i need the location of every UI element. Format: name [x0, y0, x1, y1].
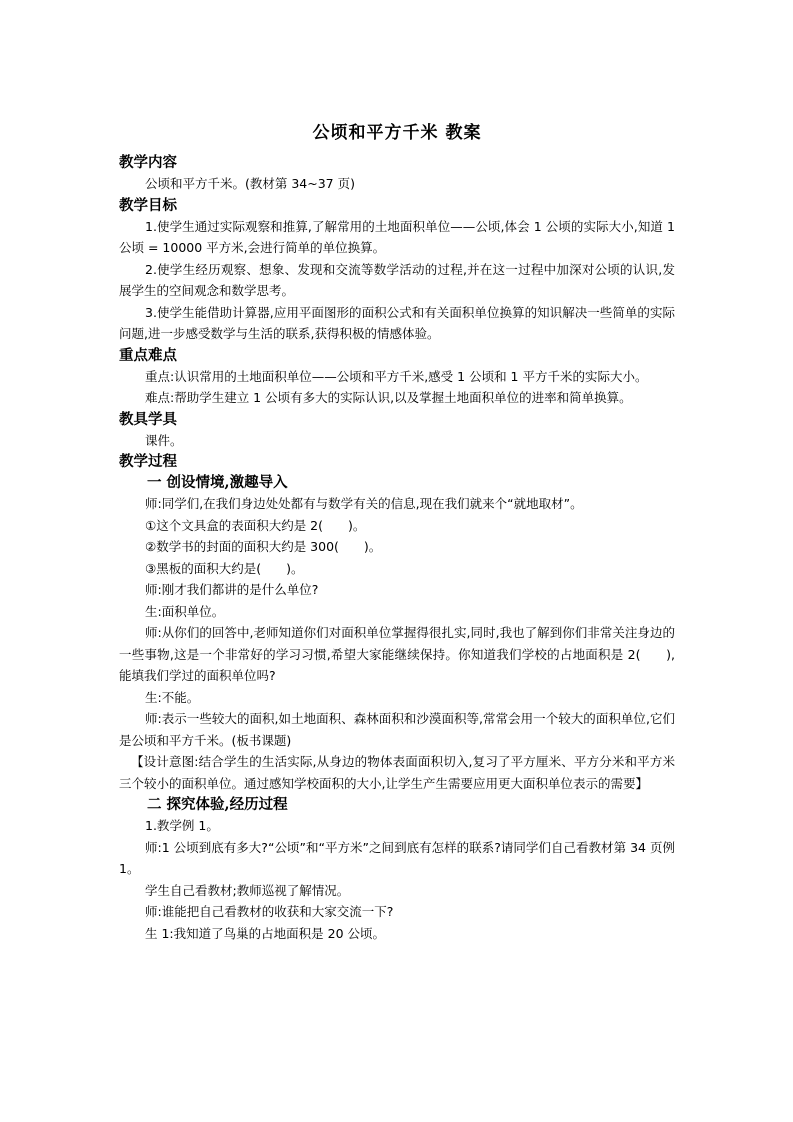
- section-heading-tools: 教具学具: [119, 410, 177, 428]
- design-intent-paragraph: 【设计意图:结合学生的生活实际,从身边的物体表面面积切入,复习了平方厘米、平方分米和平方米三个较小的面积单位。通过感知学校面积的大小,让学生产生需要应用更大面积单位表示的需要】: [119, 754, 675, 791]
- goal-paragraph-3: 3.使学生能借助计算器,应用平面图形的面积公式和有关面积单位换算的知识解决一些简单的实际问题,进一步感受数学与生活的联系,获得积极的情感体验。: [119, 304, 675, 341]
- process-part2-p4: 师:谁能把自己看教材的收获和大家交流一下?: [145, 904, 394, 919]
- process-part1-p9: 师:表示一些较大的面积,如土地面积、森林面积和沙漠面积等,常常会用一个较大的面积单位,它们是公顷和平方千米。(板书课题): [119, 711, 675, 748]
- section-heading-goals: 教学目标: [119, 196, 177, 214]
- section-heading-key: 重点难点: [119, 346, 177, 364]
- process-part1-p3: ②数学书的封面的面积大约是 300( )。: [145, 539, 382, 554]
- process-part1-p8: 生:不能。: [145, 689, 200, 705]
- process-part1-p4: ③黑板的面积大约是( )。: [145, 560, 304, 576]
- goal-paragraph-2: 2.使学生经历观察、想象、发现和交流等数学活动的过程,并在这一过程中加深对公顷的认识,发展学生的空间观念和数学思考。: [119, 261, 675, 298]
- process-part1-heading: 一 创设情境,激趣导入: [147, 474, 288, 491]
- process-part2-p5: 生 1:我知道了鸟巢的占地面积是 20 公顷。: [145, 925, 385, 941]
- process-part1-p7: 师:从你们的回答中,老师知道你们对面积单位掌握得很扎实,同时,我也了解到你们非常关注身边的一些事物,这是一个非常好的学习习惯,希望大家能继续保持。你知道我们学校的占地面积是 2( ),能填我们学过的面积单位吗?: [119, 625, 675, 683]
- section-heading-content: 教学内容: [119, 154, 177, 171]
- section-heading-process: 教学过程: [119, 453, 177, 470]
- document-page: [119, 120, 675, 944]
- process-part2-p1: 1.教学例 1。: [145, 818, 219, 833]
- process-part1-p2: ①这个文具盒的表面积大约是 2( )。: [145, 517, 366, 533]
- process-part2-p3: 学生自己看教材;教师巡视了解情况。: [145, 882, 350, 898]
- process-part2-p2: 师:1 公顷到底有多大?“公顷”和“平方米”之间到底有怎样的联系?请同学们自己看教材第 34 页例 1。: [119, 839, 675, 876]
- key-paragraph-2: 难点:帮助学生建立 1 公顷有多大的实际认识,以及掌握土地面积单位的进率和简单换算。: [145, 390, 632, 405]
- goal-paragraph-1: 1.使学生通过实际观察和推算,了解常用的土地面积单位——公顷,体会 1 公顷的实际大小,知道 1 公顷 = 10000 平方米,会进行简单的单位换算。: [119, 218, 675, 255]
- tools-paragraph: 课件。: [145, 432, 183, 448]
- process-part1-p6: 生:面积单位。: [145, 603, 225, 619]
- key-paragraph-1: 重点:认识常用的土地面积单位——公顷和平方千米,感受 1 公顷和 1 平方千米的实际大小。: [145, 368, 648, 384]
- process-part1-p5: 师:刚才我们都讲的是什么单位?: [145, 582, 319, 597]
- process-part1-p1: 师:同学们,在我们身边处处都有与数学有关的信息,现在我们就来个“就地取材”。: [145, 496, 583, 511]
- page-title: 公顷和平方千米 教案: [312, 123, 482, 143]
- process-part2-heading: 二 探究体验,经历过程: [147, 796, 288, 813]
- content-paragraph: 公顷和平方千米。(教材第 34~37 页): [145, 176, 355, 191]
